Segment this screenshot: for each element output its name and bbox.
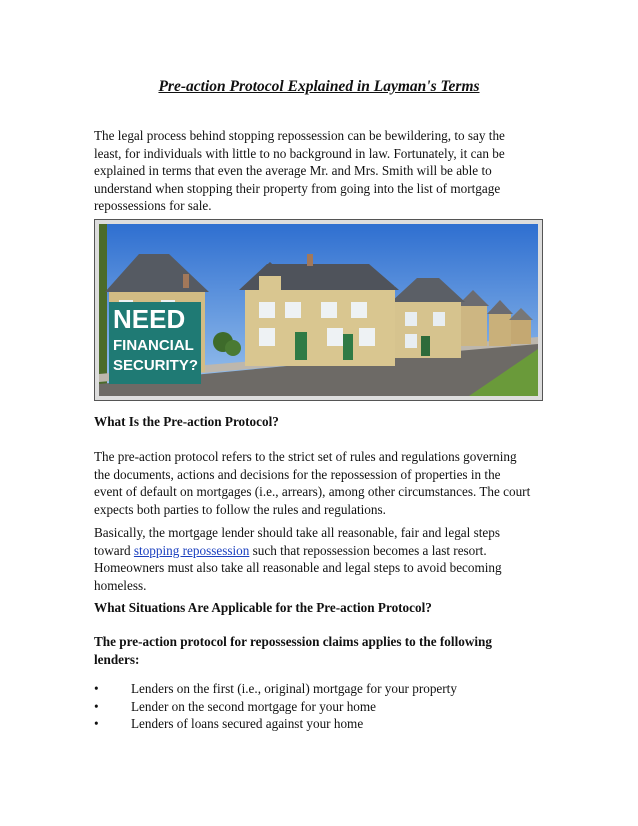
banner-text-financial: FINANCIAL	[113, 337, 194, 354]
section-heading-what-is: What Is the Pre-action Protocol?	[94, 414, 279, 429]
paragraph-text: such that repossession becomes a last resort.	[249, 542, 487, 558]
paragraph-line: event of default on mortgages (i.e., arrears), among other circumstances. The court	[94, 484, 531, 499]
intro-line: understand when stopping their property from going into the list of mortgage	[94, 180, 501, 196]
section-heading-situations: What Situations Are Applicable for the Pre-action Protocol?	[94, 600, 432, 615]
lenders-list	[94, 680, 544, 733]
bullet-icon: •	[94, 716, 99, 731]
bullet-icon: •	[94, 681, 99, 696]
protocol-definition-paragraph	[94, 448, 544, 518]
banner-text-security: SECURITY?	[113, 357, 199, 374]
page-title: Pre-action Protocol Explained in Layman's Terms	[158, 78, 480, 95]
houses-photo-frame	[94, 219, 543, 401]
list-item-text: Lenders of loans secured against your home	[131, 716, 364, 731]
list-item	[94, 680, 544, 698]
intro-line: explained in terms that even the average Mr. and Mrs. Smith will be able to	[94, 163, 492, 178]
intro-line: repossessions for sale.	[94, 198, 212, 213]
list-item	[94, 698, 544, 716]
paragraph-line: the documents, actions and decisions for the repossession of properties in the	[94, 466, 501, 482]
subheading-line: The pre-action protocol for repossession claims applies to the following	[94, 634, 492, 649]
intro-paragraph	[94, 127, 544, 215]
intro-line: The legal process behind stopping repossession can be bewildering, to say the	[94, 128, 505, 143]
list-item	[94, 715, 544, 733]
paragraph-line: Basically, the mortgage lender should take all reasonable, fair and legal steps	[94, 525, 500, 540]
intro-line: least, for individuals with little to no background in law. Fortunately, it can be	[94, 145, 505, 161]
applicable-lenders-subheading	[94, 633, 544, 668]
stopping-repossession-link[interactable]: stopping repossession	[133, 542, 250, 558]
list-item-text: Lender on the second mortgage for your home	[131, 698, 376, 714]
houses-illustration	[99, 224, 538, 396]
paragraph-line: expects both parties to follow the rules and regulations.	[94, 501, 386, 517]
paragraph-line: homeless.	[94, 577, 147, 593]
houses-photo	[99, 224, 538, 396]
paragraph-text: toward	[94, 542, 134, 558]
list-item-text: Lenders on the first (i.e., original) mortgage for your property	[131, 681, 457, 696]
paragraph-line: The pre-action protocol refers to the strict set of rules and regulations governing	[94, 449, 517, 464]
lender-steps-paragraph	[94, 524, 544, 594]
banner-text-need: NEED	[113, 304, 186, 334]
bullet-icon: •	[94, 698, 99, 714]
paragraph-line: Homeowners must also take all reasonable and legal steps to avoid becoming	[94, 560, 502, 575]
subheading-line: lenders:	[94, 651, 140, 667]
